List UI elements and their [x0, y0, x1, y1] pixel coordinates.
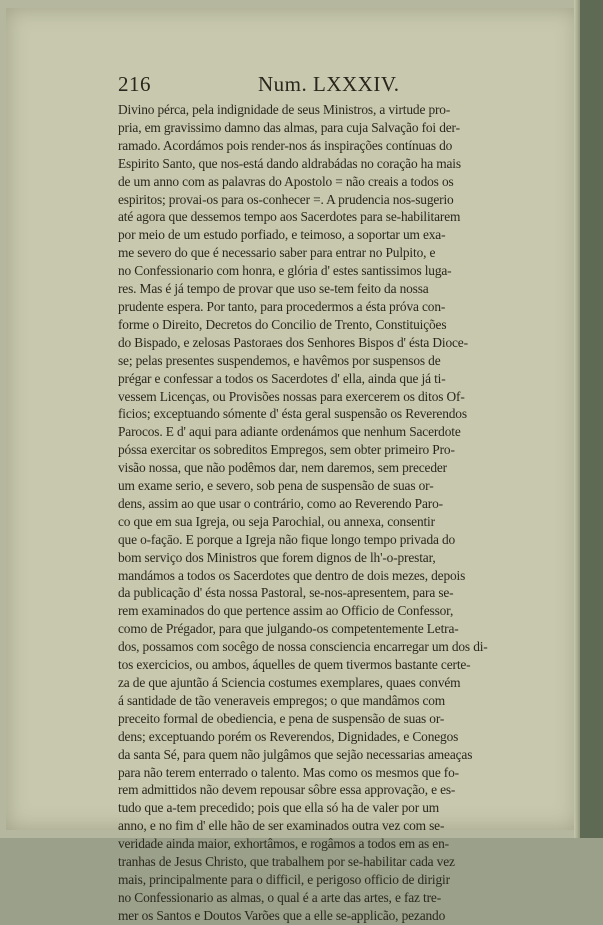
text-line: dos, possamos com socêgo de nossa consciencia encarregar um dos di- — [118, 639, 488, 655]
text-line: dens; exceptuando porém os Reverendos, Dignidades, e Conegos — [118, 728, 459, 744]
text-line: za de que ajuntão á Sciencia costumes exemplares, quaes convém — [118, 675, 461, 690]
text-line: para não terem enterrado o talento. Mas como os mesmos que fo- — [118, 764, 459, 780]
text-line: até agora que dessemos tempo aos Sacerdotes para se-habilitarem — [118, 209, 461, 225]
body-text — [118, 101, 516, 925]
text-line: forme o Direito, Decretos do Concilio de Trento, Constituições — [118, 316, 447, 332]
text-line: ramado. Acordámos pois render-nos ás inspirações contínuas do — [118, 137, 453, 153]
issue-number: Num. LXXXIV. — [258, 72, 400, 96]
text-line: bom serviço dos Ministros que forem dignos de lh'-o-prestar, — [118, 549, 436, 565]
running-header — [118, 72, 518, 98]
text-line: prégar e confessar a todos os Sacerdotes d' ella, ainda que já ti- — [118, 370, 446, 386]
text-line: Divino pérca, pela indignidade de seus Ministros, a virtude pro- — [118, 102, 451, 117]
text-line: dens, assim ao que usar o contrário, como ao Reverendo Paro- — [118, 495, 443, 511]
text-line: me severo do que é necessario saber para entrar no Pulpito, e — [118, 245, 436, 261]
text-line: por meio de um estudo porfiado, e teimoso, a soportar um exa- — [118, 227, 446, 243]
text-line: de um anno com as palavras do Apostolo = não creais a todos os — [118, 173, 454, 189]
text-line: se; pelas presentes suspendemos, e havêmos por suspensos de — [118, 352, 441, 368]
text-line: mer os Santos e Doutos Varões que a elle se-applicão, pezando — [118, 907, 446, 923]
page-number: 216 — [118, 72, 151, 96]
text-line: tudo que a-tem precedido; pois que ella só ha de valer por um — [118, 800, 440, 816]
text-line: á santidade de tão veneraveis empregos; o que mandâmos com — [118, 692, 446, 708]
text-line: ficios; exceptuando sómente d' ésta geral suspensão os Reverendos — [118, 406, 467, 422]
text-line: mais, principalmente para o difficil, e perigoso officio de dirigir — [118, 871, 450, 887]
text-line: rem admittidos não devem repousar sôbre essa approvação, e es- — [118, 782, 456, 798]
text-line: tos exercicios, ou ambos, áquelles de quem tivermos bastante certe- — [118, 657, 471, 673]
text-line: rem examinados do que pertence assim ao Officio de Confessor, — [118, 603, 454, 619]
text-line: da publicação d' ésta nossa Pastoral, se-nos-apresentem, para se- — [118, 585, 454, 601]
text-line: espiritos; provai-os para os-conhecer =. A prudencia nos-sugerio — [118, 191, 454, 207]
text-line: que o-façāo. E porque a Igreja não fique longo tempo privada do — [118, 531, 456, 547]
text-line: da santa Sé, para quem não julgâmos que sejão necessarias ameaças — [118, 746, 473, 762]
text-line: veridade ainda maior, exhortâmos, e rogâmos a todos em as en- — [118, 836, 449, 852]
text-line: como de Prégador, para que julgando-os competentemente Letra- — [118, 621, 459, 637]
text-line: no Confessionario as almas, o qual é a arte das artes, e faz tre- — [118, 889, 442, 905]
text-line: no Confessionario com honra, e glória d' estes santissimos luga- — [118, 263, 452, 279]
text-line: preceito formal de obediencia, e pena de suspensão de suas or- — [118, 710, 445, 726]
text-line: póssa exercitar os sobreditos Empregos, sem obter primeiro Pro- — [118, 442, 455, 458]
text-line: do Bispado, e zelosas Pastoraes dos Senhores Bispos d' ésta Dioce- — [118, 334, 468, 350]
text-line: res. Mas é já tempo de provar que uso se-tem feito da nossa — [118, 281, 429, 297]
text-line: Parocos. E d' aqui para adiante ordenámos que nenhum Sacerdote — [118, 424, 461, 440]
text-line: um exame serio, e severo, sob pena de suspensão de suas or- — [118, 478, 434, 494]
text-line: anno, e no fim d' elle hão de ser examinados outra vez com se- — [118, 818, 445, 834]
text-line: prudente espera. Por tanto, para procedermos a ésta próva con- — [118, 298, 446, 314]
text-line: mandámos a todos os Sacerdotes que dentro de dois mezes, depois — [118, 567, 466, 583]
book-spine — [580, 0, 603, 838]
text-line: Espirito Santo, que nos-está dando aldrabádas no coração ha mais — [118, 155, 461, 171]
text-line: co que em sua Igreja, ou seja Parochial, ou annexa, consentir — [118, 513, 435, 529]
text-line: visão nossa, que não podêmos dar, nem daremos, sem preceder — [118, 460, 447, 476]
text-line: tranhas de Jesus Christo, que trabalhem por se-habilitar cada vez — [118, 854, 455, 870]
text-line: vessem Licenças, ou Provisões nossas para exercerem os ditos Of- — [118, 388, 465, 404]
text-line: pria, em gravissimo damno das almas, para cuja Salvação foi der- — [118, 119, 460, 135]
